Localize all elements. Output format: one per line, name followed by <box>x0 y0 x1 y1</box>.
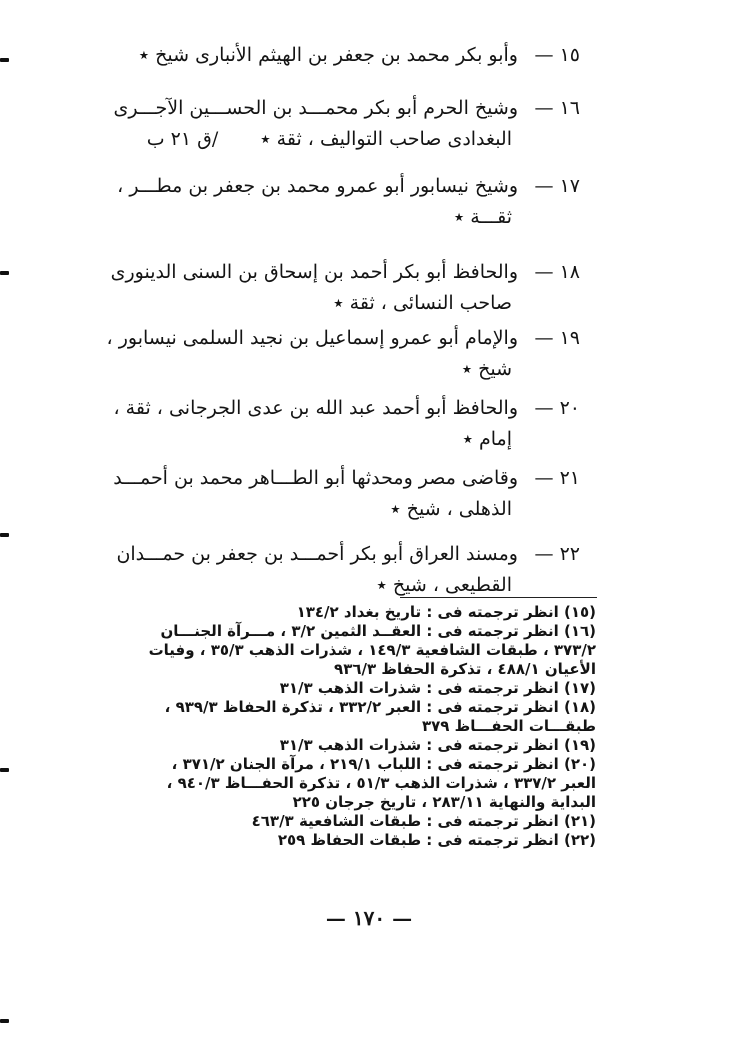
entry-line-2: ثقـــة ٭ <box>453 206 512 228</box>
entry-line-2: إمام ٭ <box>462 428 512 450</box>
footnote-17 <box>96 679 596 698</box>
footnote-16 <box>96 622 596 679</box>
entry-number: ١٦ — <box>534 97 580 119</box>
footnote-line: (٢٠) انظر ترجمته فى : اللباب ٢١٩/١ ، مرآة الجنان ٣٧١/٢ ، <box>171 755 596 773</box>
footnotes <box>96 603 596 850</box>
entry-21 <box>100 463 580 525</box>
entry-16 <box>100 93 580 155</box>
entry-text <box>100 539 518 601</box>
manuscript-folio-marker: /ق ٢١ ب <box>146 128 219 150</box>
entry-19 <box>100 323 580 385</box>
scan-mark <box>0 1019 9 1023</box>
footnote-line: طبقـــات الحفـــاظ ٣٧٩ <box>421 717 596 735</box>
entry-line-2: الذهلى ، شيخ ٭ <box>390 498 512 520</box>
entry-number: ٢١ — <box>534 467 580 489</box>
footnote-separator <box>400 597 597 598</box>
entry-text <box>100 257 518 319</box>
entry-text <box>100 463 518 525</box>
footnote-15 <box>96 603 596 622</box>
entry-18 <box>100 257 580 319</box>
footnote-line: (٢٢) انظر ترجمته فى : طبقات الحفاظ ٢٥٩ <box>277 831 596 849</box>
entry-text <box>100 393 518 455</box>
entry-number: ١٨ — <box>534 261 580 283</box>
entry-line: وقاضى مصر ومحدثها أبو الطـــاهر محمد بن أحمـــد <box>113 467 518 489</box>
entry-line: والإمام أبو عمرو إسماعيل بن نجيد السلمى نيسابور ، <box>106 327 518 349</box>
footnote-20 <box>96 755 596 812</box>
entry-line-text: البغدادى صاحب التواليف ، ثقة ٭ <box>260 128 512 150</box>
footnote-line: (١٨) انظر ترجمته فى : العبر ٣٣٢/٢ ، تذكرة الحفاظ ٩٣٩/٣ ، <box>164 698 596 716</box>
scan-mark <box>0 271 9 275</box>
entry-line: وشيخ نيسابور أبو عمرو محمد بن جعفر بن مطـــر ، <box>117 175 518 197</box>
entry-number: ٢٢ — <box>534 543 580 565</box>
entry-15 <box>100 40 580 71</box>
entry-text <box>100 93 518 155</box>
entry-line: والحافظ أبو بكر أحمد بن إسحاق بن السنى الدينورى <box>110 261 518 283</box>
footnote-18 <box>96 698 596 736</box>
entry-line-2: القطيعى ، شيخ ٭ <box>376 574 512 596</box>
footnote-line: البداية والنهاية ٢٨٣/١١ ، تاريخ جرجان ٢٢٥ <box>292 793 596 811</box>
scan-mark <box>0 58 9 62</box>
entry-22 <box>100 539 580 601</box>
entry-number: ١٩ — <box>534 327 580 349</box>
entry-line-2: صاحب النسائى ، ثقة ٭ <box>333 292 512 314</box>
footnote-line: (١٥) انظر ترجمته فى : تاريخ بغداد ١٣٤/٢ <box>296 603 596 621</box>
entry-17 <box>100 171 580 233</box>
entry-number: ١٥ — <box>534 44 580 66</box>
footnote-22 <box>96 831 596 850</box>
scan-mark <box>0 768 9 772</box>
footnote-line: (١٧) انظر ترجمته فى : شذرات الذهب ٣١/٣ <box>279 679 596 697</box>
footnote-line: (٢١) انظر ترجمته فى : طبقات الشافعية ٤٦٣/٣ <box>251 812 596 830</box>
footnote-21 <box>96 812 596 831</box>
entry-line: والحافظ أبو أحمد عبد الله بن عدى الجرجانى ، ثقة ، <box>113 397 518 419</box>
footnote-line: العبر ٣٣٧/٢ ، شذرات الذهب ٥١/٣ ، تذكرة الحفـــاظ ٩٤٠/٣ ، <box>166 774 596 792</box>
footnote-line: (١٩) انظر ترجمته فى : شذرات الذهب ٣١/٣ <box>279 736 596 754</box>
entry-text <box>100 171 518 233</box>
entries-list <box>100 40 580 601</box>
entry-text <box>100 323 518 385</box>
page-number: — ١٧٠ — <box>325 906 413 930</box>
entry-line: ومسند العراق أبو بكر أحمـــد بن جعفر بن حمـــدان <box>116 543 518 565</box>
footnote-line: الأعيان ٤٨٨/١ ، تذكرة الحفاظ ٩٣٦/٣ <box>334 660 596 678</box>
entry-number: ١٧ — <box>534 175 580 197</box>
footnote-line: (١٦) انظر ترجمته فى : العقــد الثمين ٣/٢ ، مـــرآة الجنـــان <box>160 622 596 640</box>
entry-line: وأبو بكر محمد بن جعفر بن الهيثم الأنبارى شيخ ٭ <box>138 44 518 66</box>
entry-line-2: شيخ ٭ <box>461 358 512 380</box>
entry-number: ٢٠ — <box>534 397 580 419</box>
entry-20 <box>100 393 580 455</box>
footnote-line: ٣٧٣/٢ ، طبقات الشافعية ١٤٩/٣ ، شذرات الذهب ٣٥/٣ ، وفيات <box>148 641 596 659</box>
footnote-19 <box>96 736 596 755</box>
entry-line-2 <box>100 124 518 155</box>
entry-line: وشيخ الحرم أبو بكر محمـــد بن الحســـين الآجـــرى <box>113 97 518 119</box>
entry-text <box>100 40 518 71</box>
scan-mark <box>0 533 9 537</box>
